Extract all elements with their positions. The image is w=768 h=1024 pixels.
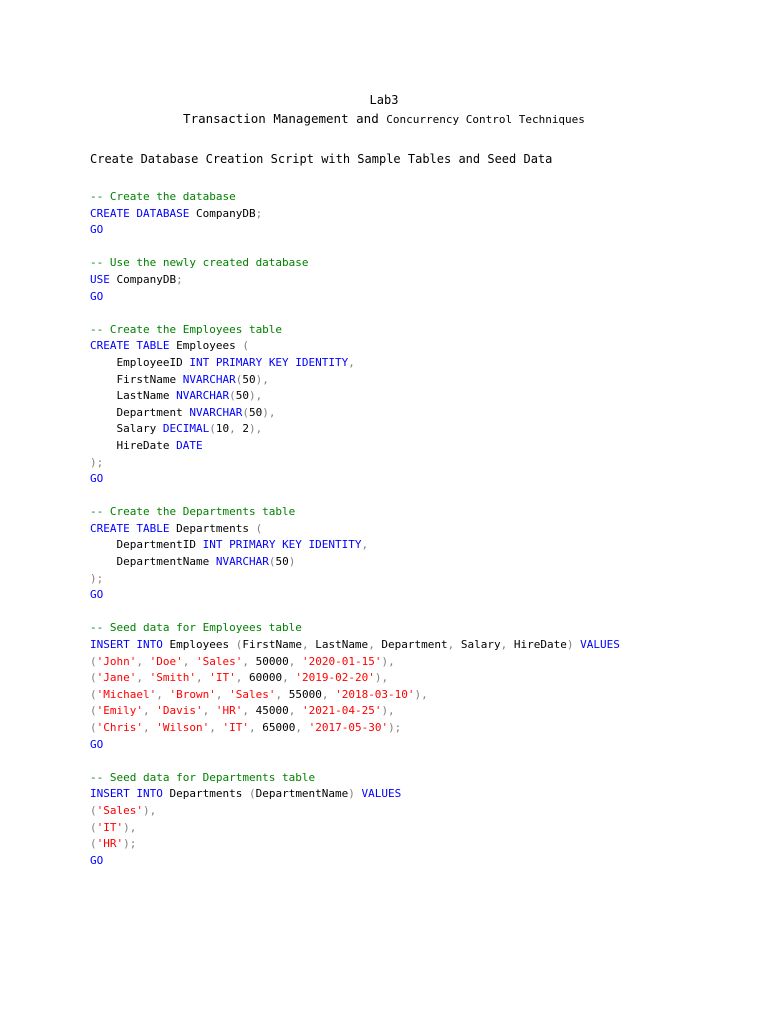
sql-punctuation: (	[235, 638, 243, 652]
code-line	[90, 554, 620, 571]
sql-text: FirstName	[242, 638, 302, 652]
sql-punctuation: (	[90, 721, 97, 734]
sql-punctuation: ,	[195, 671, 203, 685]
code-line	[90, 836, 620, 853]
sql-text: Employees	[162, 638, 236, 652]
sql-keyword: GO	[90, 223, 104, 237]
sql-punctuation: ,	[275, 687, 283, 701]
sql-text: Departments	[162, 787, 249, 801]
sql-text: Department	[374, 638, 448, 652]
sql-punctuation: ),	[381, 654, 395, 668]
sql-punctuation: ,	[235, 671, 243, 685]
sql-text: Department	[90, 405, 190, 419]
sql-keyword: CREATE TABLE	[90, 521, 170, 535]
sql-punctuation: ,	[288, 654, 296, 668]
sql-string: 'Sales'	[222, 687, 276, 701]
sql-punctuation: ,	[368, 638, 375, 652]
sql-punctuation: ;	[255, 206, 263, 220]
sql-punctuation: ,	[248, 721, 256, 734]
sql-text: Departments	[169, 521, 256, 535]
code-line	[90, 504, 620, 521]
sql-string: 'Jane'	[96, 671, 137, 685]
sql-text: 65000	[255, 721, 296, 734]
code-line	[90, 820, 620, 837]
sql-punctuation: ,	[242, 704, 249, 718]
sql-text: DepartmentName	[255, 787, 349, 801]
sql-punctuation: ),	[374, 671, 389, 685]
sql-punctuation: ,	[156, 687, 163, 701]
sql-keyword: USE	[90, 272, 110, 286]
sql-punctuation: ,	[282, 671, 289, 685]
sql-keyword: NVARCHAR	[182, 372, 236, 386]
sql-string: '2018-03-10'	[328, 687, 415, 701]
sql-string: 'IT'	[202, 671, 236, 685]
sql-punctuation: (	[90, 820, 97, 834]
sql-keyword: GO	[90, 737, 104, 751]
sql-punctuation: ,	[361, 538, 369, 552]
code-line	[90, 637, 620, 654]
code-line	[90, 272, 620, 289]
code-line	[90, 703, 620, 720]
sql-punctuation: ,	[209, 721, 216, 734]
sql-punctuation: ),	[123, 820, 137, 834]
sql-text: 60000	[242, 671, 283, 685]
sql-string: 'Michael'	[96, 687, 157, 701]
sql-punctuation: ,	[295, 721, 302, 734]
sql-keyword: CREATE DATABASE	[90, 206, 190, 220]
sql-code-block	[90, 189, 620, 869]
code-line	[90, 355, 620, 372]
sql-punctuation: );	[123, 837, 137, 851]
sql-punctuation: ),	[414, 687, 428, 701]
sql-comment: -- Seed data for Departments table	[90, 770, 316, 784]
sql-string: '2020-01-15'	[295, 654, 382, 668]
sql-keyword: VALUES	[354, 787, 402, 801]
sql-text: HireDate	[90, 438, 177, 452]
sql-keyword: NVARCHAR	[176, 389, 230, 403]
sql-keyword: GO	[90, 289, 104, 303]
sql-punctuation: );	[90, 571, 104, 585]
sql-keyword: INSERT INTO	[90, 787, 163, 801]
sql-punctuation: ),	[262, 405, 276, 419]
sql-keyword: INT PRIMARY KEY IDENTITY	[202, 538, 362, 552]
code-line	[90, 206, 620, 223]
sql-punctuation: (	[235, 372, 243, 386]
sql-punctuation: ),	[381, 704, 395, 718]
sql-keyword: DATE	[176, 438, 203, 452]
code-line	[90, 571, 620, 588]
sql-punctuation: ,	[142, 704, 150, 718]
code-line	[90, 853, 620, 870]
code-line	[90, 189, 620, 206]
sql-keyword: GO	[90, 588, 104, 602]
sql-text: 45000	[248, 704, 289, 718]
document-subtitle	[0, 111, 768, 126]
sql-string: 'Wilson'	[149, 721, 210, 734]
sql-keyword: CREATE TABLE	[90, 339, 170, 353]
code-line	[90, 239, 620, 256]
sql-punctuation: (	[248, 787, 256, 801]
sql-punctuation: (	[90, 704, 97, 718]
sql-string: '2017-05-30'	[301, 721, 389, 734]
sql-punctuation: (	[90, 687, 97, 701]
sql-keyword: INSERT INTO	[90, 638, 163, 652]
section-heading: Create Database Creation Script with Sample Tables and Seed Data	[90, 152, 553, 166]
sql-string: 'IT'	[96, 820, 124, 834]
sql-text: 50000	[248, 654, 289, 668]
sql-punctuation: (	[242, 405, 249, 419]
sql-keyword: DECIMAL	[162, 422, 210, 436]
lab-title: Lab3	[369, 93, 399, 107]
sql-keyword: VALUES	[573, 638, 620, 652]
sql-comment: -- Use the newly created database	[90, 256, 309, 270]
sql-punctuation: ,	[447, 638, 455, 652]
sql-comment: -- Create the Employees table	[90, 322, 283, 336]
sql-keyword: GO	[90, 472, 104, 486]
code-line	[90, 471, 620, 488]
subtitle-main: Transaction Management and	[183, 111, 379, 126]
sql-comment: -- Seed data for Employees table	[90, 621, 302, 635]
sql-punctuation: (	[242, 339, 249, 353]
sql-comment: -- Create the Departments table	[90, 505, 296, 519]
sql-punctuation: (	[268, 555, 276, 569]
sql-text: CompanyDB	[109, 272, 177, 286]
sql-punctuation: ,	[301, 638, 309, 652]
sql-text: 50	[275, 555, 289, 569]
code-line	[90, 255, 620, 272]
code-line	[90, 338, 620, 355]
code-line	[90, 305, 620, 322]
code-line	[90, 687, 620, 704]
sql-text: DepartmentName	[90, 555, 216, 569]
code-line	[90, 289, 620, 306]
code-line	[90, 654, 620, 671]
sql-string: '2021-04-25'	[295, 704, 382, 718]
code-line	[90, 421, 620, 438]
sql-text: Employees	[169, 339, 243, 353]
sql-punctuation: ,	[142, 721, 150, 734]
sql-string: 'John'	[96, 654, 137, 668]
code-line	[90, 587, 620, 604]
sql-text: 55000	[282, 687, 322, 701]
sql-comment: -- Create the database	[90, 190, 236, 203]
sql-text: 50	[235, 389, 249, 403]
sql-text: LastName	[90, 389, 177, 403]
sql-punctuation: ,	[348, 355, 355, 369]
sql-punctuation: (	[229, 389, 236, 403]
sql-text: Salary	[90, 422, 163, 436]
sql-punctuation: (	[90, 671, 97, 685]
code-line	[90, 770, 620, 787]
sql-punctuation: ,	[136, 671, 143, 685]
sql-text: Salary	[454, 638, 501, 652]
sql-punctuation: ,	[500, 638, 508, 652]
sql-punctuation: )	[288, 555, 296, 569]
sql-punctuation: (	[209, 422, 216, 436]
sql-text: FirstName	[90, 372, 183, 386]
sql-text: EmployeeID	[90, 355, 190, 369]
code-line	[90, 620, 620, 637]
sql-text: LastName	[308, 638, 369, 652]
sql-punctuation: )	[566, 638, 574, 652]
sql-punctuation: ,	[182, 654, 190, 668]
sql-punctuation: ),	[142, 803, 157, 817]
sql-keyword: NVARCHAR	[189, 405, 243, 419]
code-line	[90, 438, 620, 455]
sql-punctuation: ),	[248, 422, 263, 436]
code-line	[90, 322, 620, 339]
code-line	[90, 372, 620, 389]
sql-punctuation: (	[255, 521, 263, 535]
sql-punctuation: ),	[248, 389, 263, 403]
sql-text: 50	[242, 372, 256, 386]
code-line	[90, 737, 620, 754]
code-line	[90, 488, 620, 505]
sql-string: 'Doe'	[143, 654, 183, 668]
code-line	[90, 803, 620, 820]
sql-punctuation: ,	[242, 654, 249, 668]
code-line	[90, 537, 620, 554]
sql-string: 'HR'	[96, 837, 124, 851]
sql-text: CompanyDB	[189, 206, 256, 220]
sql-string: 'Chris'	[96, 721, 143, 734]
sql-string: 'Emily'	[96, 704, 143, 718]
code-line	[90, 222, 620, 239]
sql-text: 2	[235, 422, 249, 436]
sql-string: 'IT'	[215, 721, 249, 734]
sql-punctuation: ,	[288, 704, 296, 718]
sql-punctuation: (	[90, 837, 97, 851]
sql-string: 'Sales'	[189, 654, 243, 668]
subtitle-small: Concurrency Control Techniques	[386, 113, 585, 126]
sql-punctuation: ,	[229, 422, 236, 436]
sql-punctuation: ),	[255, 372, 269, 386]
sql-text: 10	[215, 422, 230, 436]
sql-punctuation: );	[90, 455, 104, 469]
sql-string: 'Smith'	[143, 671, 196, 685]
sql-text: DepartmentID	[90, 538, 203, 552]
sql-string: 'HR'	[209, 704, 243, 718]
sql-text: 50	[248, 405, 263, 419]
sql-punctuation: (	[90, 803, 97, 817]
sql-punctuation: ,	[202, 704, 210, 718]
code-line	[90, 753, 620, 770]
sql-keyword: NVARCHAR	[215, 555, 269, 569]
sql-text: HireDate	[507, 638, 567, 652]
sql-string: 'Brown'	[162, 687, 216, 701]
sql-string: '2019-02-20'	[288, 671, 375, 685]
code-line	[90, 670, 620, 687]
code-line	[90, 455, 620, 472]
sql-punctuation: ,	[321, 687, 329, 701]
code-line	[90, 786, 620, 803]
sql-punctuation: ;	[176, 272, 183, 286]
code-line	[90, 405, 620, 422]
sql-punctuation: ,	[136, 654, 143, 668]
sql-punctuation: ,	[215, 687, 223, 701]
sql-keyword: GO	[90, 853, 104, 867]
sql-punctuation: (	[90, 654, 97, 668]
code-line	[90, 388, 620, 405]
code-line	[90, 521, 620, 538]
code-line	[90, 604, 620, 621]
sql-punctuation: )	[348, 787, 355, 801]
sql-string: 'Sales'	[96, 803, 143, 817]
sql-punctuation: );	[388, 721, 402, 734]
code-line	[90, 720, 620, 737]
sql-string: 'Davis'	[149, 704, 203, 718]
sql-keyword: INT PRIMARY KEY IDENTITY	[189, 355, 349, 369]
